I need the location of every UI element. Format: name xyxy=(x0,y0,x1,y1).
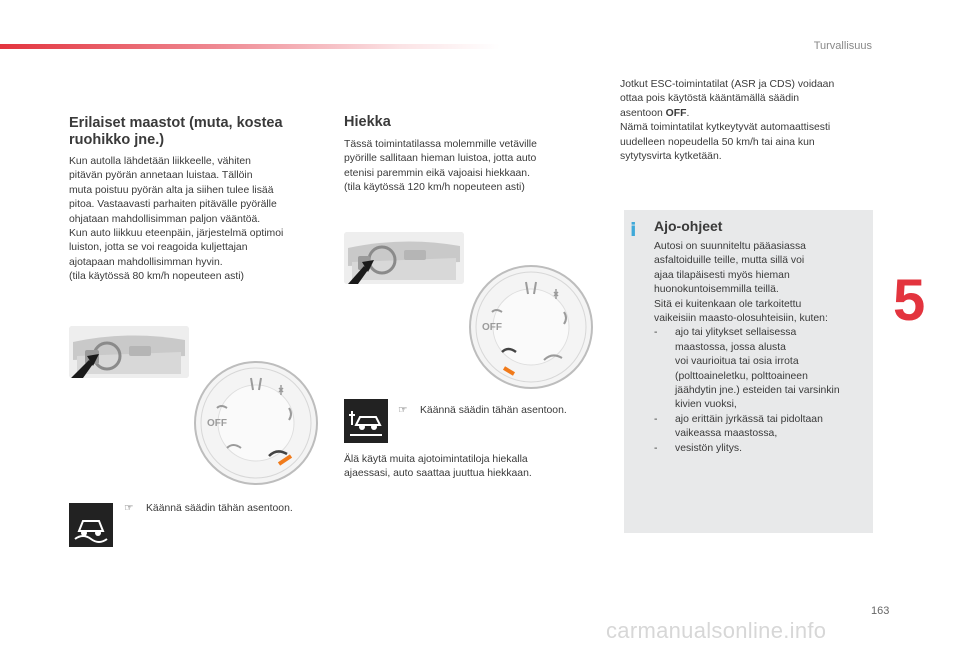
list-item-line: ajo erittäin jyrkässä tai pidoltaan xyxy=(675,413,823,425)
off-keyword: OFF xyxy=(665,107,687,119)
info-body-line: Sitä ei kuitenkaan ole tarkoitettu xyxy=(654,298,802,310)
info-body-line: huonokuntoisemmilla teillä. xyxy=(654,284,779,296)
dashboard-photo xyxy=(344,232,464,284)
sand-mode-icon xyxy=(344,399,388,443)
list-item-text xyxy=(675,326,840,412)
middle-body-line: pyörille sallitaan hieman luistoa, jotta auto xyxy=(344,153,537,165)
instruction-arrow-icon: ☞ xyxy=(398,405,408,416)
left-heading-line1: Erilaiset maastot (muta, kostea xyxy=(69,115,283,131)
left-body xyxy=(69,155,324,285)
right-intro-line: ottaa pois käytöstä kääntämällä säädin xyxy=(620,93,800,105)
list-dash: - xyxy=(654,327,658,339)
drive-mode-dial xyxy=(193,360,319,486)
page-number: 163 xyxy=(871,605,890,617)
left-body-line: (tila käytössä 80 km/h nopeuteen asti) xyxy=(69,271,245,283)
dial-off-label: OFF xyxy=(207,418,227,429)
middle-warning-line: ajaessasi, auto saattaa juuttua hiekkaan. xyxy=(344,468,532,480)
left-body-line: Kun auto liikkuu eteenpäin, järjestelmä optimoi xyxy=(69,228,284,240)
left-heading-line2: ruohikko jne.) xyxy=(69,132,165,148)
info-body-line: Autosi on suunniteltu pääasiassa xyxy=(654,241,806,252)
left-heading xyxy=(69,115,324,149)
list-dash: - xyxy=(654,442,658,454)
info-box-strip xyxy=(620,210,624,533)
left-column xyxy=(69,115,324,285)
dashboard-photo xyxy=(69,326,189,378)
right-intro-line: uudelleen nopeudella 50 km/h tai aina kun xyxy=(620,136,815,148)
info-title: Ajo-ohjeet xyxy=(654,218,723,234)
dial-off-label: OFF xyxy=(482,322,502,333)
driving-advice-box xyxy=(620,210,873,533)
info-body xyxy=(654,240,866,456)
instruction-arrow-icon: ☞ xyxy=(124,503,134,514)
list-item-line: maastossa, jossa alusta xyxy=(675,341,786,353)
middle-body-line: Tässä toimintatilassa molemmille vetäville xyxy=(344,139,537,150)
middle-body-line: (tila käytössä 120 km/h nopeuteen asti) xyxy=(344,182,525,194)
right-intro-line xyxy=(620,107,880,121)
list-item-line: vaikeassa maastossa, xyxy=(675,428,778,440)
list-dash: - xyxy=(654,413,658,425)
left-body-line: muta poistuu pyörän alta ja siihen tulee lisää xyxy=(69,184,274,196)
right-intro-line: sytytysvirta kytketään. xyxy=(620,151,722,163)
info-body-line: asfaltoiduille teille, mutta sillä voi xyxy=(654,255,805,267)
info-body-line: ajaa tilapäisesti myös hieman xyxy=(654,269,790,281)
middle-heading: Hiekka xyxy=(344,114,391,130)
list-item-line: ajo tai ylitykset sellaisessa xyxy=(675,327,797,339)
list-item-text xyxy=(675,413,823,442)
right-intro-line: Jotkut ESC-toimintatilat (ASR ja CDS) voidaan xyxy=(620,79,835,90)
info-icon: i xyxy=(630,219,637,241)
right-intro xyxy=(620,78,880,164)
left-instruction-text: Käännä säädin tähän asentoon. xyxy=(146,503,293,514)
left-body-line: ajotapaan mahdollisimman hyvin. xyxy=(69,256,223,268)
right-intro-line: Nämä toimintatilat kytkeytyvät automaattisesti xyxy=(620,122,831,134)
watermark-text: carmanualsonline.info xyxy=(606,618,827,643)
list-item-line: vesistön ylitys. xyxy=(675,442,742,454)
left-body-line: pitoa. Vastaavasti parhaiten pitävälle pyörälle xyxy=(69,199,277,211)
section-title: Turvallisuus xyxy=(813,40,872,52)
list-item-line: kivien vuoksi, xyxy=(675,399,737,411)
middle-body-line: etenisi paremmin eikä vajoaisi hiekkaan. xyxy=(344,167,530,179)
list-item-line: (polttoaineletku, polttoaineen xyxy=(675,370,808,382)
list-item-line: voi vaurioitua tai osia irrota xyxy=(675,356,799,368)
list-item xyxy=(654,413,866,442)
list-item xyxy=(654,442,866,456)
header-gradient-bar xyxy=(0,44,500,49)
mud-mode-icon xyxy=(69,503,113,547)
list-item xyxy=(654,326,866,412)
left-body-line: Kun autolla lähdetään liikkeelle, vähiten xyxy=(69,156,251,167)
middle-column xyxy=(344,114,594,196)
middle-warning-line: Älä käytä muita ajotoimintatiloja hiekalla xyxy=(344,454,528,465)
left-body-line: ohjataan mahdollisimman paljon vääntöä. xyxy=(69,213,261,225)
chapter-number: 5 xyxy=(893,268,926,333)
drive-mode-dial xyxy=(468,264,594,390)
middle-body xyxy=(344,138,594,196)
right-intro-suffix: . xyxy=(686,107,690,119)
left-body-line: pitävän pyörän annetaan luistaa. Tällöin xyxy=(69,170,253,182)
middle-warning xyxy=(344,453,594,482)
left-body-line: luiston, jotta se voi reagoida kuljettajan xyxy=(69,242,248,254)
middle-instruction xyxy=(398,404,567,416)
list-item-text xyxy=(675,442,742,456)
middle-instruction-text: Käännä säädin tähän asentoon. xyxy=(420,405,567,416)
right-intro-prefix: asentoon xyxy=(620,107,666,119)
info-body-line: vaikeisiin maasto-olosuhteisiin, kuten: xyxy=(654,313,828,325)
left-instruction xyxy=(124,502,293,514)
list-item-line: jäähdytin jne.) esteiden tai varsinkin xyxy=(675,385,840,397)
